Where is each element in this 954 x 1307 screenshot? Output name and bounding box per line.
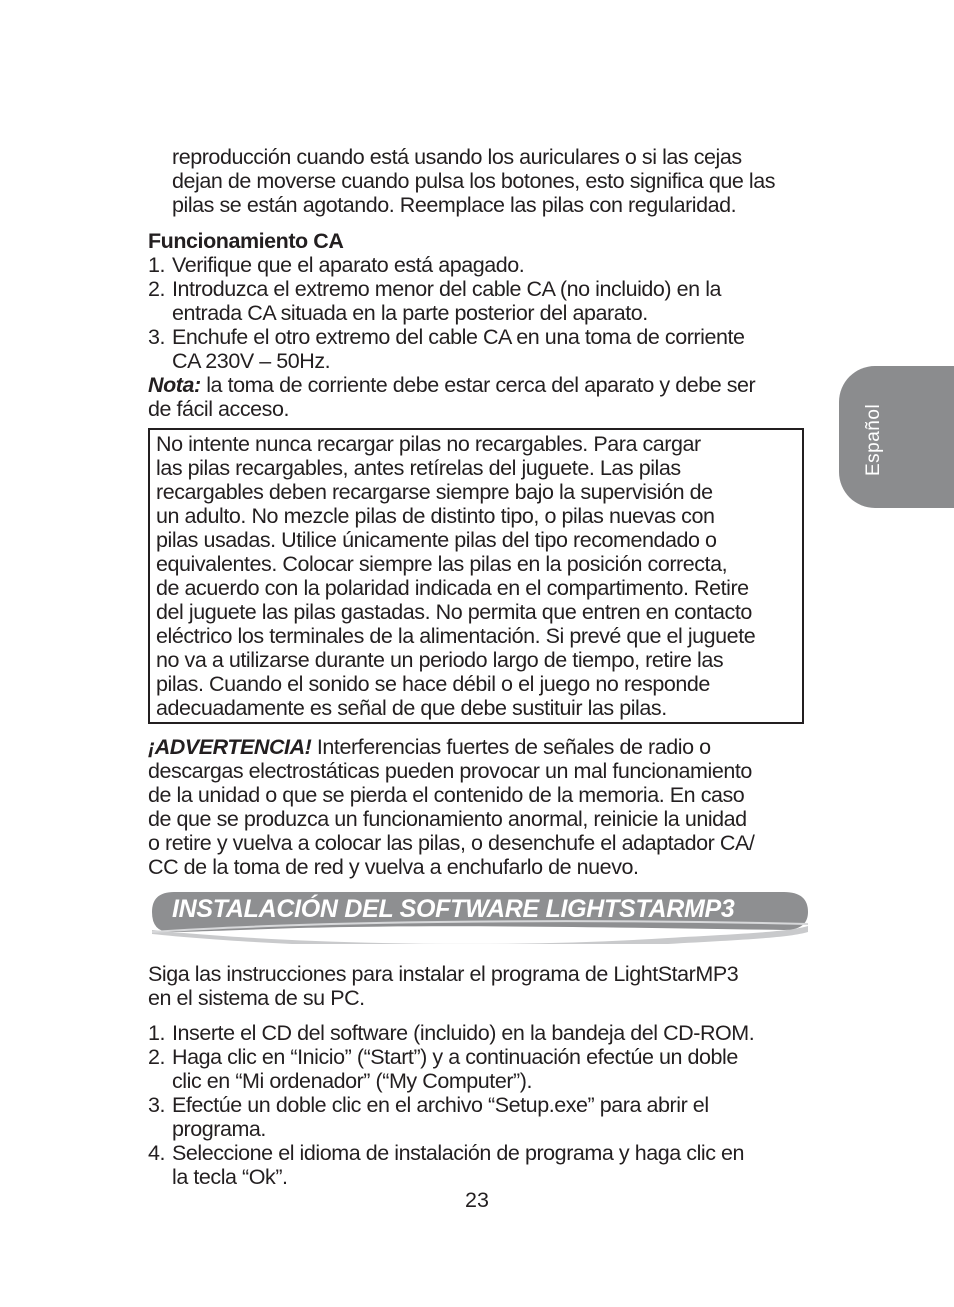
list-item [148, 325, 828, 373]
list-item [148, 1093, 828, 1141]
warning-line: las pilas recargables, antes retírelas del juguete. Las pilas [156, 456, 681, 480]
step-text: clic en “Mi ordenador” (“My Computer”). [172, 1069, 532, 1093]
ac-steps-list [148, 253, 828, 373]
step-number: 1. [148, 253, 166, 277]
warning-line: de acuerdo con la polaridad indicada en el compartimento. Retire [156, 576, 749, 600]
step-text: Verifique que el aparato está apagado. [172, 253, 525, 277]
list-item [148, 1021, 828, 1045]
step-number: 4. [148, 1141, 166, 1165]
intro-paragraph [172, 145, 832, 217]
warning-line: un adulto. No mezcle pilas de distinto tipo, o pilas nuevas con [156, 504, 715, 528]
warning-line: del juguete las pilas gastadas. No permita que entren en contacto [156, 600, 752, 624]
software-section-title: INSTALACIÓN DEL SOFTWARE LIGHTSTARMP3 [172, 895, 735, 923]
list-item [148, 1045, 828, 1093]
warning-line: eléctrico los terminales de la alimentación. Si prevé que el juguete [156, 624, 756, 648]
warning-line: pilas. Cuando el sonido se hace débil o el juego no responde [156, 672, 710, 696]
step-text: CA 230V – 50Hz. [172, 349, 331, 373]
step-number: 3. [148, 1093, 166, 1117]
step-number: 2. [148, 1045, 166, 1069]
step-number: 2. [148, 277, 166, 301]
step-text: Enchufe el otro extremo del cable CA en una toma de corriente [172, 325, 745, 349]
language-tab [839, 366, 954, 508]
advertencia-line [148, 735, 818, 759]
software-section-banner [148, 888, 810, 944]
step-text: Seleccione el idioma de instalación de programa y haga clic en [172, 1141, 745, 1165]
step-text: Efectúe un doble clic en el archivo “Setup.exe” para abrir el [172, 1093, 709, 1117]
list-item [148, 277, 828, 325]
intro-line: reproducción cuando está usando los auriculares o si las cejas [172, 145, 742, 169]
intro-line: dejan de moverse cuando pulsa los botones, esto significa que las [172, 169, 776, 193]
step-text: programa. [172, 1117, 266, 1141]
step-number: 1. [148, 1021, 166, 1045]
software-steps-list [148, 1021, 828, 1189]
step-text: entrada CA situada en la parte posterior del aparato. [172, 301, 648, 325]
step-text: Inserte el CD del software (incluido) en la bandeja del CD-ROM. [172, 1021, 755, 1045]
warning-line: pilas usadas. Utilice únicamente pilas del tipo recomendado o [156, 528, 717, 552]
list-item [148, 1141, 828, 1189]
advertencia-line: descargas electrostáticas pueden provocar un mal funcionamiento [148, 759, 752, 783]
software-intro-line: Siga las instrucciones para instalar el programa de LightStarMP3 [148, 962, 739, 986]
warning-line: No intente nunca recargar pilas no recargables. Para cargar [156, 432, 701, 456]
advertencia-line: o retire y vuelva a colocar las pilas, o desenchufe el adaptador CA/ [148, 831, 755, 855]
language-tab-label: Español [863, 403, 884, 476]
list-item [148, 253, 828, 277]
step-number: 3. [148, 325, 166, 349]
battery-warning-box [148, 428, 804, 724]
step-text: Introduzca el extremo menor del cable CA (no incluido) en la [172, 277, 722, 301]
software-intro [148, 962, 818, 1010]
note-line: de fácil acceso. [148, 397, 289, 421]
step-text: la tecla “Ok”. [172, 1165, 288, 1189]
note-text: la toma de corriente debe estar cerca del aparato y debe ser [200, 373, 756, 397]
advertencia-text: Interferencias fuertes de señales de radio o [311, 735, 711, 759]
note-line [148, 373, 828, 397]
software-steps [148, 1021, 828, 1189]
page-number: 23 [465, 1188, 489, 1212]
warning-line: recargables deben recargarse siempre bajo la supervisión de [156, 480, 713, 504]
note-label: Nota: [148, 373, 201, 397]
warning-line: equivalentes. Colocar siempre las pilas en la posición correcta, [156, 552, 728, 576]
advertencia-label: ¡ADVERTENCIA! [148, 735, 312, 759]
software-intro-line: en el sistema de su PC. [148, 986, 365, 1010]
ac-operation-section [148, 229, 828, 421]
warning-line: adecuadamente es señal de que debe sustituir las pilas. [156, 696, 667, 720]
advertencia-line: de que se produzca un funcionamiento anormal, reinicie la unidad [148, 807, 747, 831]
step-text: Haga clic en “Inicio” (“Start”) y a continuación efectúe un doble [172, 1045, 738, 1069]
intro-line: pilas se están agotando. Reemplace las pilas con regularidad. [172, 193, 737, 217]
ac-heading: Funcionamiento CA [148, 229, 344, 253]
advertencia-line: CC de la toma de red y vuelva a enchufarlo de nuevo. [148, 855, 639, 879]
advertencia-paragraph [148, 735, 818, 879]
advertencia-line: de la unidad o que se pierda el contenido de la memoria. En caso [148, 783, 745, 807]
warning-line: no va a utilizarse durante un periodo largo de tiempo, retire las [156, 648, 724, 672]
